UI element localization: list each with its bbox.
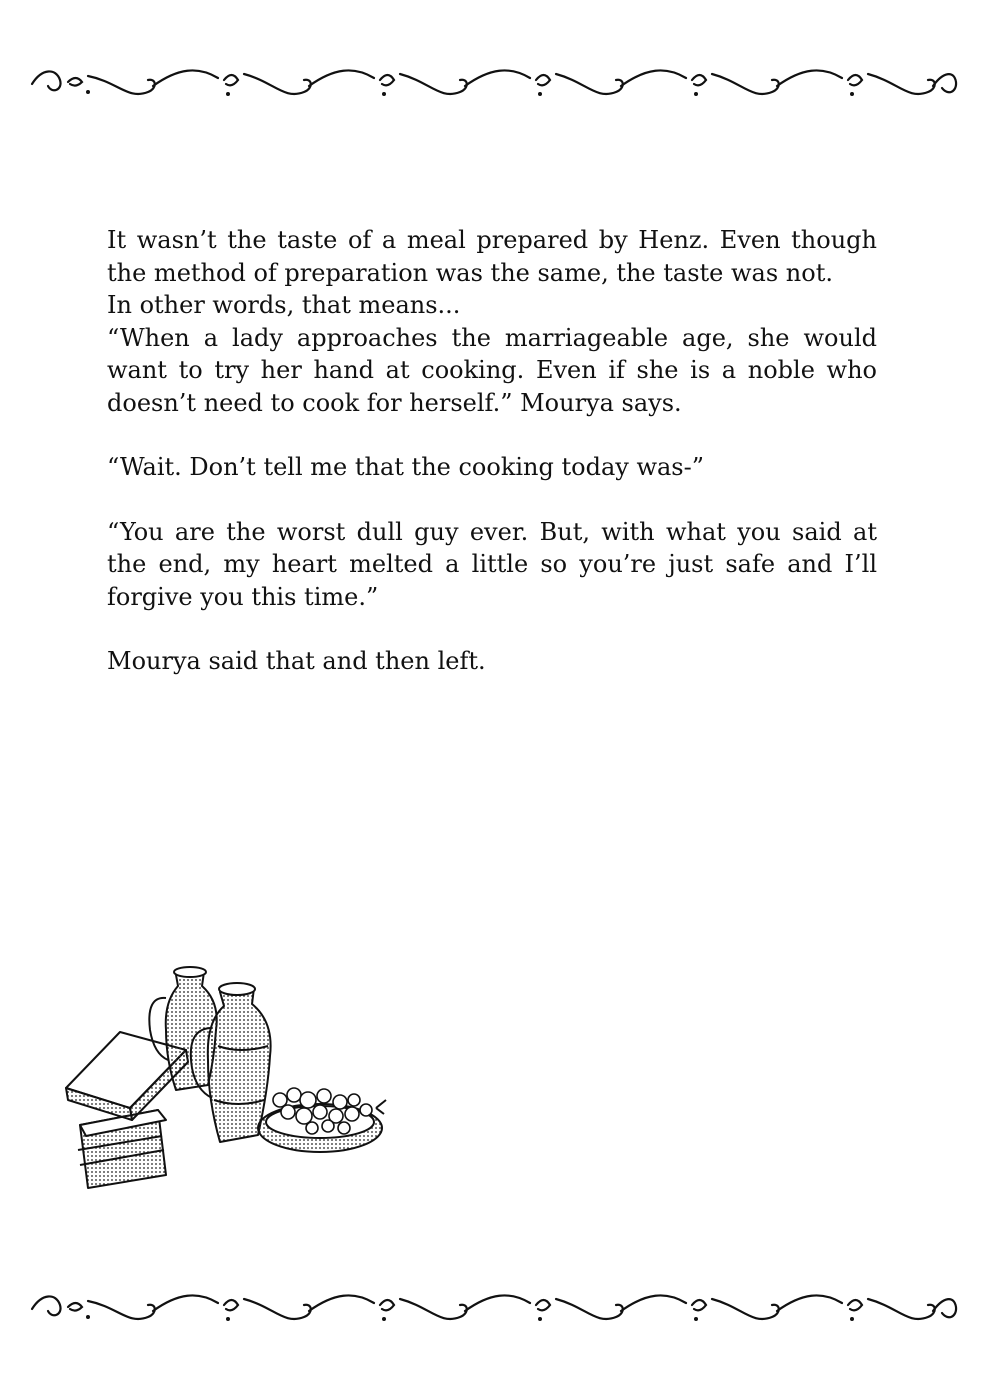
- paragraph-in-other-words: In other words, that means...: [107, 291, 461, 319]
- ornamental-scroll-border-icon: [28, 62, 960, 106]
- story-text: [107, 224, 877, 678]
- still-life-illustration: [58, 950, 388, 1195]
- paragraph-worst-dull-guy: “You are the worst dull guy ever. But, with what you said at the end, my heart melted a little so you’re just safe and I’ll forgive you this time.”: [107, 517, 877, 611]
- paragraph-wait: “Wait. Don’t tell me that the cooking today was-”: [107, 453, 704, 481]
- top-ornamental-border: [28, 62, 960, 106]
- ornamental-scroll-border-icon: [28, 1287, 960, 1331]
- paragraph-mourya-lady-cooking: “When a lady approaches the marriageable age, she would want to try her hand at cooking. Even if she is a noble who doesn’t need to cook for herself.” Mourya says.: [107, 323, 877, 417]
- paragraph-mourya-left: Mourya said that and then left.: [107, 647, 486, 675]
- bottom-ornamental-border: [28, 1287, 960, 1331]
- still-life-books-vases-fruit-icon: [58, 950, 388, 1195]
- paragraph-henz-taste: It wasn’t the taste of a meal prepared by Henz. Even though the method of preparation was the same, the taste was not.: [107, 226, 877, 287]
